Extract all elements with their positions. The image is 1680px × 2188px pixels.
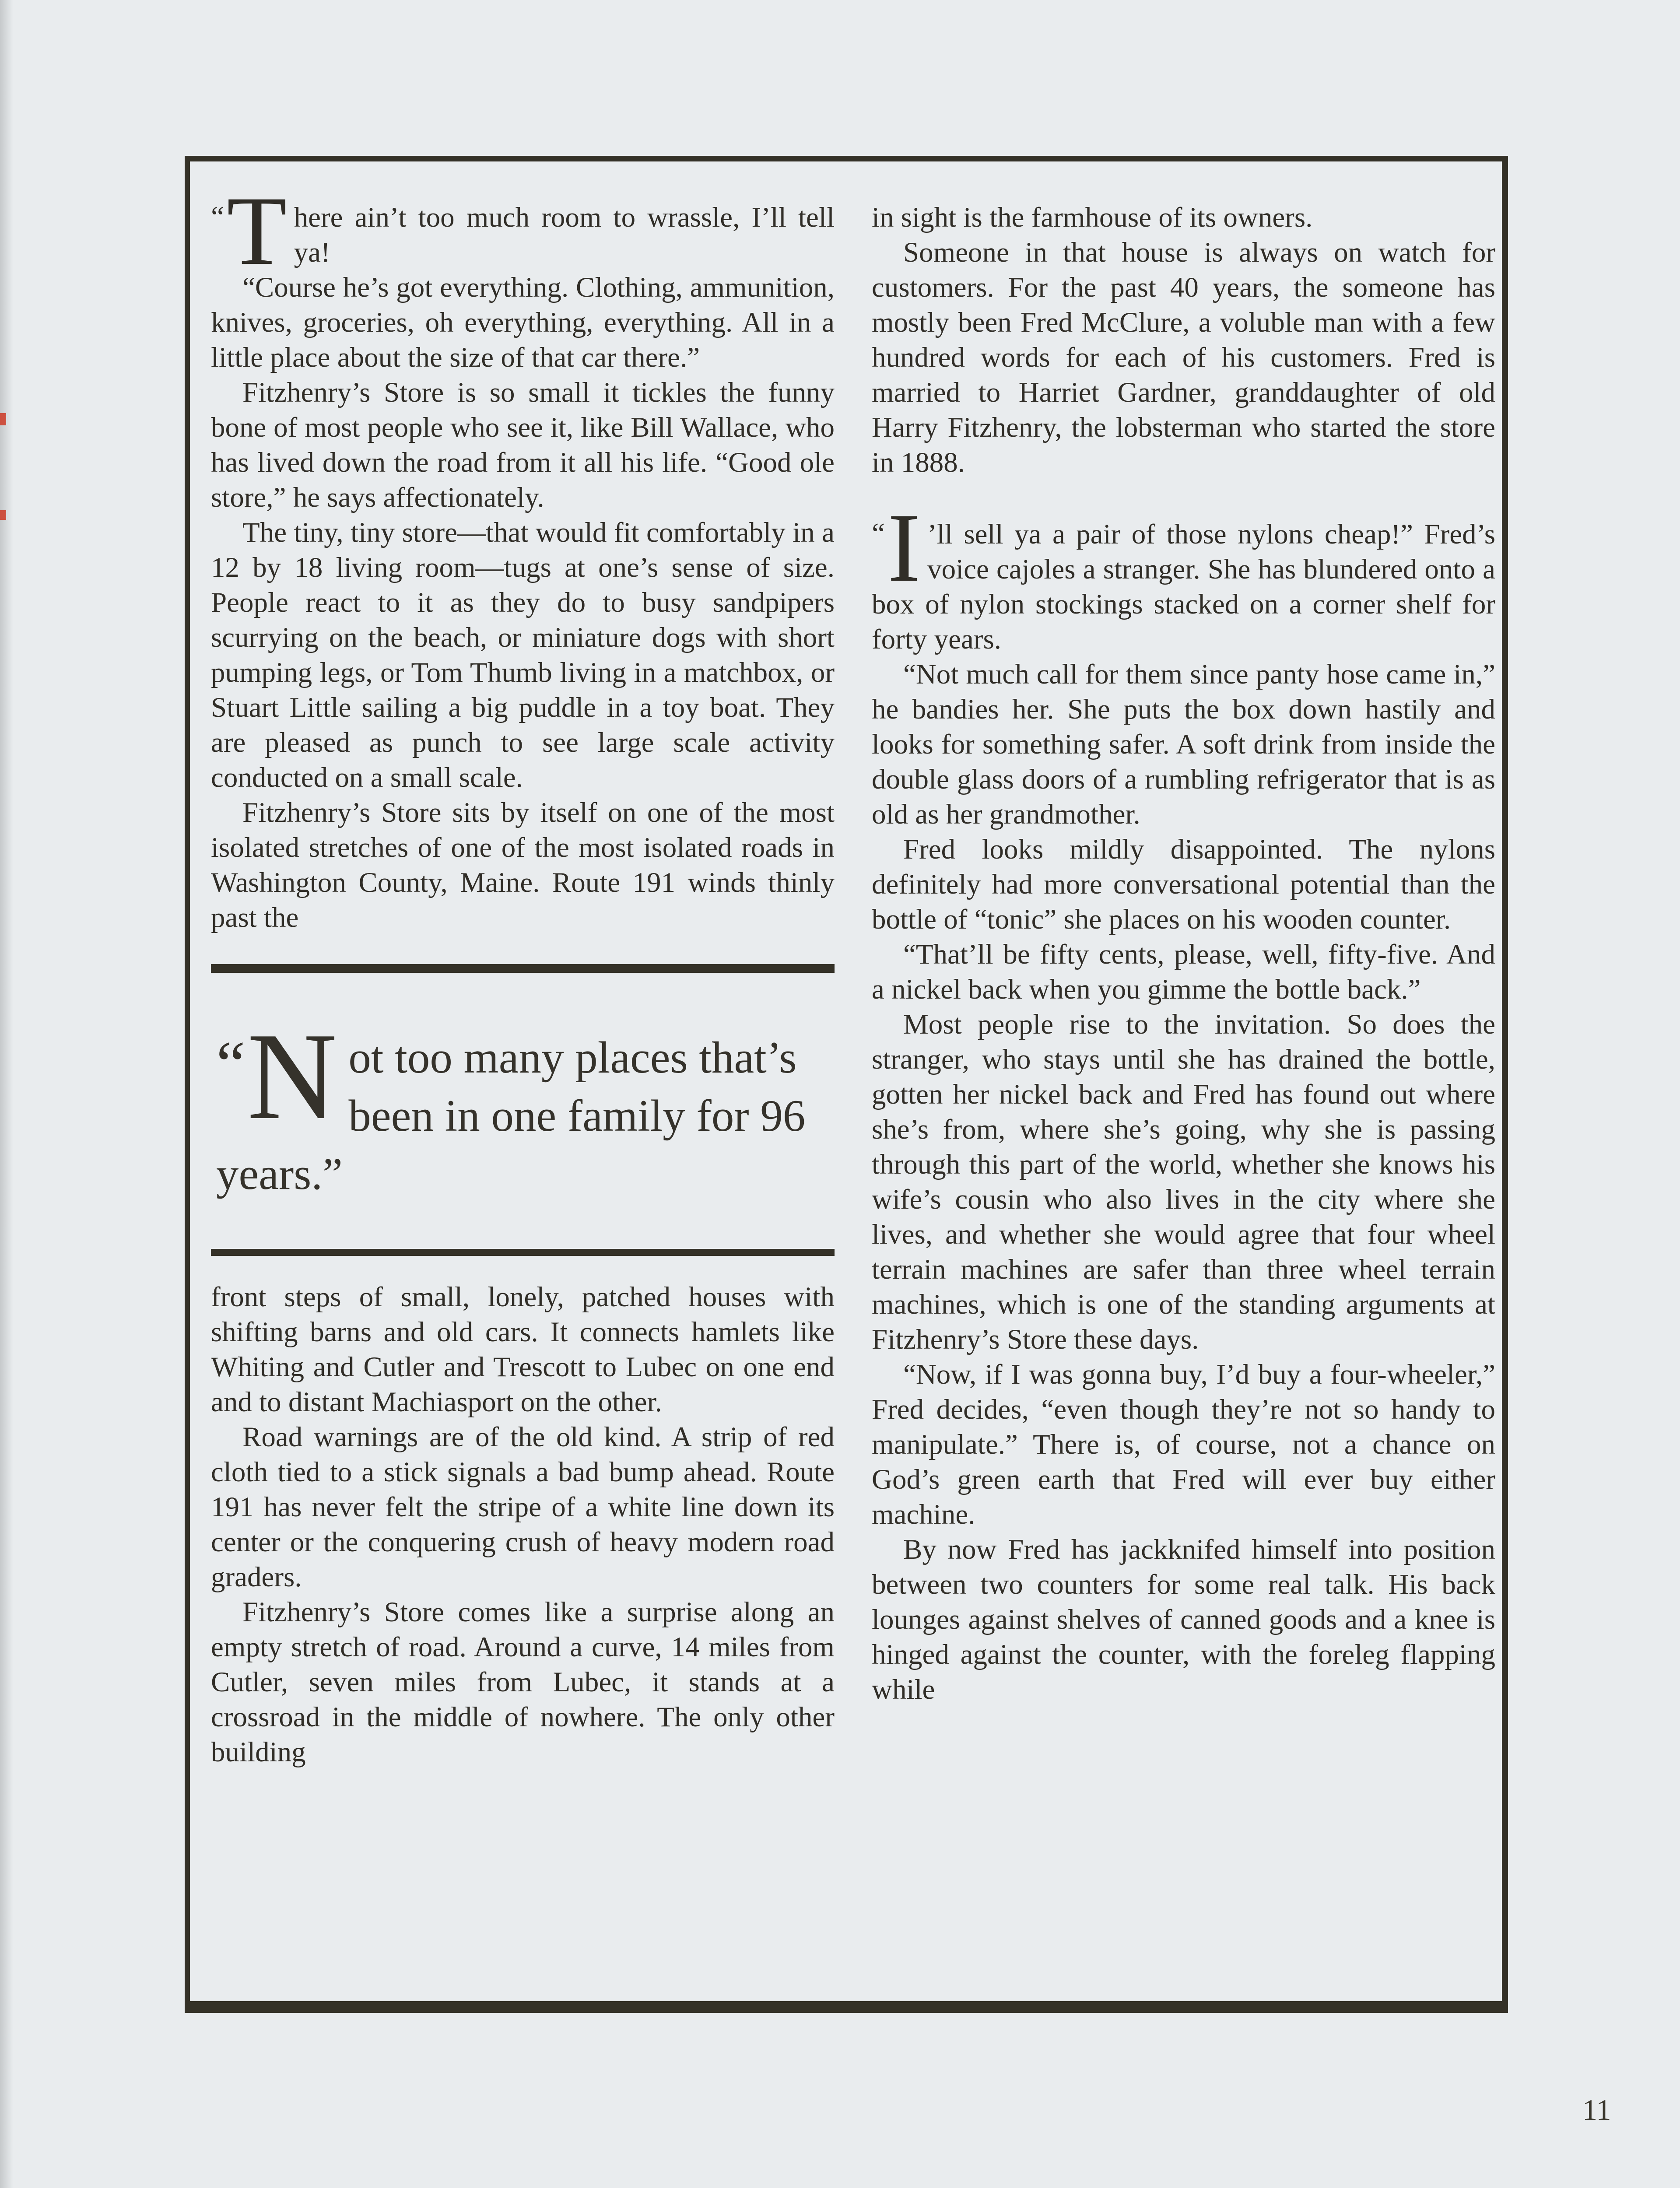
paragraph: “That’ll be fifty cents, please, well, fifty-five. And a nickel back when you gimme the bottle back.”: [872, 939, 1495, 1005]
open-quote-mark: “: [872, 517, 884, 550]
paragraph: Most people rise to the invitation. So does the stranger, who stays until she has drained the bottle, gotten her nickel back and Fred has found out where she’s from, where she’s going, why she is passing through this part of the world, whether she knows his wife’s cousin who also lives in the city where she lives, and whether she would agree that four wheel terrain machines are safer than three wheel terrain machines, which is one of the standing arguments at Fitzhenry’s Store these days.: [872, 1009, 1495, 1355]
paragraph: “Now, if I was gonna buy, I’d buy a four-wheeler,” Fred decides, “even though they’re not so handy to manipulate.” There is, of course, not a chance on God’s green earth that Fred will ever buy either machine.: [872, 1359, 1495, 1530]
pull-quote-body: [211, 973, 835, 1249]
pull-quote-text: ot too many places that’s been in one family for 96 years.”: [216, 1033, 806, 1199]
paragraph-text: here ain’t too much room to wrassle, I’ll tell ya!: [294, 202, 835, 268]
paragraph-continuation: in sight is the farmhouse of its owners.: [872, 202, 1313, 233]
paper-scan-edge: [0, 0, 13, 2188]
pull-quote-drop-cap-n: [216, 1007, 337, 1145]
pull-quote: [211, 964, 835, 1256]
right-column: [872, 200, 1495, 1707]
drop-cap-letter: I: [887, 493, 921, 602]
red-edge-mark: [0, 413, 6, 425]
drop-cap-letter: N: [247, 1007, 337, 1145]
open-quote-mark: “: [216, 1028, 242, 1101]
paragraph: Someone in that house is always on watch for customers. For the past 40 years, the someone has mostly been Fred McClure, a voluble man with a few hundred words for each of his customers. Fred is married to Harriet Gardner, granddaughter of old Harry Fitzhenry, the lobsterman who started the store in 1888.: [872, 237, 1495, 478]
paragraph-continuation: front steps of small, lonely, patched houses with shifting barns and old cars. It connects hamlets like Whiting and Cutler and Trescott to Lubec on one end and to distant Machiasport on the other.: [211, 1281, 835, 1418]
paragraph: Fitzhenry’s Store comes like a surprise along an empty stretch of road. Around a curve, 14 miles from Cutler, seven miles from Lubec, it stands at a crossroad in the middle of nowhere. The only other building: [211, 1596, 835, 1768]
article-frame: [185, 156, 1508, 2013]
paragraph-text: ’ll sell ya a pair of those nylons cheap!” Fred’s voice cajoles a stranger. She has blundered onto a box of nylon stockings stacked on a corner shelf for forty years.: [872, 519, 1495, 655]
pull-quote-rule-top: [211, 964, 835, 973]
paragraph: Road warnings are of the old kind. A strip of red cloth tied to a stick signals a bad bump ahead. Route 191 has never felt the stripe of a white line down its center or the conquering crush of heavy modern road graders.: [211, 1421, 835, 1593]
drop-cap-t: [211, 176, 287, 285]
paragraph-section-opening: [872, 493, 1495, 657]
paragraph: Fitzhenry’s Store is so small it tickles the funny bone of most people who see it, like Bill Wallace, who has lived down the road from it all his life. “Good ole store,” he says affectionately.: [211, 377, 835, 513]
drop-cap-i: [872, 493, 921, 602]
left-column: [211, 176, 835, 1770]
paragraph: “Not much call for them since panty hose came in,” he bandies her. She puts the box down hastily and looks for something safer. A soft drink from inside the double glass doors of a rumbling refrigerator that is as old as her grandmother.: [872, 659, 1495, 830]
page-number: 11: [1582, 2093, 1611, 2126]
pull-quote-rule-bottom: [211, 1249, 835, 1256]
open-quote-mark: “: [211, 200, 223, 233]
paragraph: Fred looks mildly disappointed. The nylons definitely had more conversational potential than the bottle of “tonic” she places on his wooden counter.: [872, 834, 1495, 935]
paragraph: The tiny, tiny store—that would fit comfortably in a 12 by 18 living room—tugs at one’s sense of size. People react to it as they do to busy sandpipers scurrying on the beach, or miniature dogs with short pumping legs, or Tom Thumb living in a matchbox, or Stuart Little sailing a big puddle in a toy boat. They are pleased as punch to see large scale activity conducted on a small scale.: [211, 517, 835, 793]
paragraph: By now Fred has jackknifed himself into position between two counters for some real talk. His back lounges against shelves of canned goods and a knee is hinged against the counter, with the foreleg flapping while: [872, 1534, 1495, 1705]
drop-cap-letter: T: [227, 176, 287, 285]
red-edge-mark: [0, 510, 6, 520]
paragraph-opening: [211, 176, 835, 285]
paragraph: “Course he’s got everything. Clothing, ammunition, knives, groceries, oh everything, everything. All in a little place about the size of that car there.”: [211, 272, 835, 373]
paragraph: Fitzhenry’s Store sits by itself on one of the most isolated stretches of one of the most isolated roads in Washington County, Maine. Route 191 winds thinly past the: [211, 797, 835, 933]
